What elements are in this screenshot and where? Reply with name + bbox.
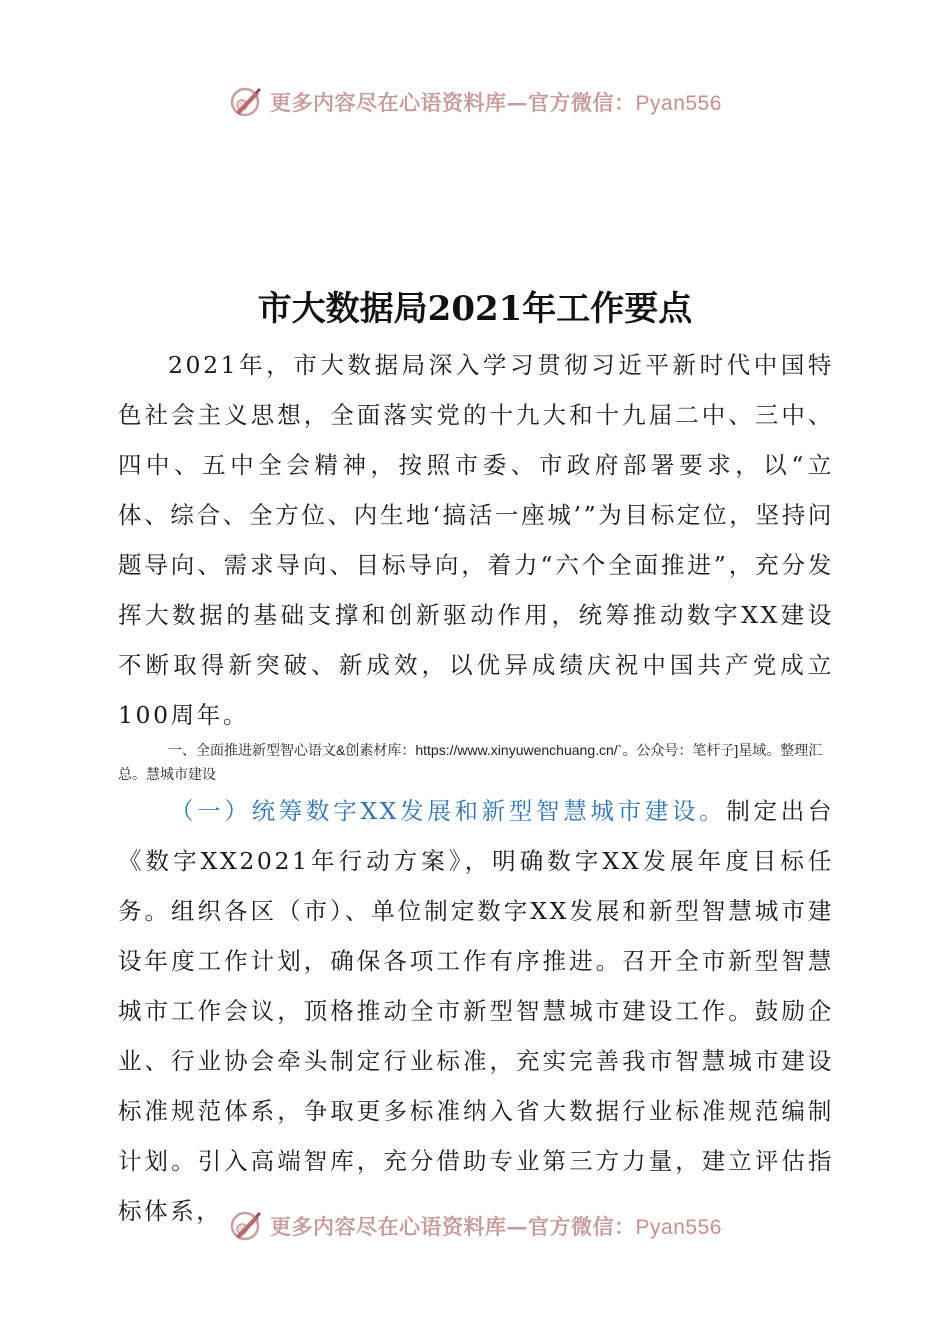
section-1-paragraph [118,786,834,1236]
section-1-body: 制定出台《数字XX2021年行动方案》，明确数字XX发展年度目标任务。组织各区（市）、单位制定数字XX发展和新型智慧城市建设年度工作计划，确保各项工作有序推进。召开全市新型智慧城市工作会议，顶格推动全市新型智慧城市建设工作。鼓励企业、行业协会牵头制定行业标准，充实完善我市智慧城市建设标准规范体系，争取更多标准纳入省大数据行业标准规范编制计划。引入高端智库，充分借助专业第三方力量，建立评估指标体系， [118,797,834,1225]
banner-text: 更多内容尽在心语资料库—官方微信：Pyan556 [270,1214,722,1239]
section-1-heading: （一）统筹数字XX发展和新型智慧城市建设。 [170,797,727,825]
header-banner [0,82,950,122]
intro-paragraph: 2021年，市大数据局深入学习贯彻习近平新时代中国特色社会主义思想，全面落实党的十九大和十九届二中、三中、四中、五中全会精神，按照市委、市政府部署要求，以“立体、综合、全方位、内生地‘搞活一座城’”为目标定位，坚持问题导向、需求导向、目标导向，着力“六个全面推进”，充分发挥大数据的基础支撑和创新驱动作用，统筹推动数字XX建设不断取得新突破、新成效，以优异成绩庆祝中国共产党成立100周年。 [118,351,834,729]
document-title: 市大数据局2021年工作要点 [257,288,693,329]
wechat-id: Pyan556 [635,92,722,115]
pen-logo-icon [228,85,262,119]
footer-banner [0,1206,950,1246]
pen-logo-icon [228,1209,262,1243]
banner-text: 更多内容尽在心语资料库—官方微信：Pyan556 [270,90,722,115]
wechat-id: Pyan556 [635,1216,722,1239]
inline-note: 一、全面推进新型智心语文&创素材库：https://www.xinyuwenchuang.cn/`。公众号：笔杆子]星域。整理汇总。慧城市建设 [118,742,823,782]
